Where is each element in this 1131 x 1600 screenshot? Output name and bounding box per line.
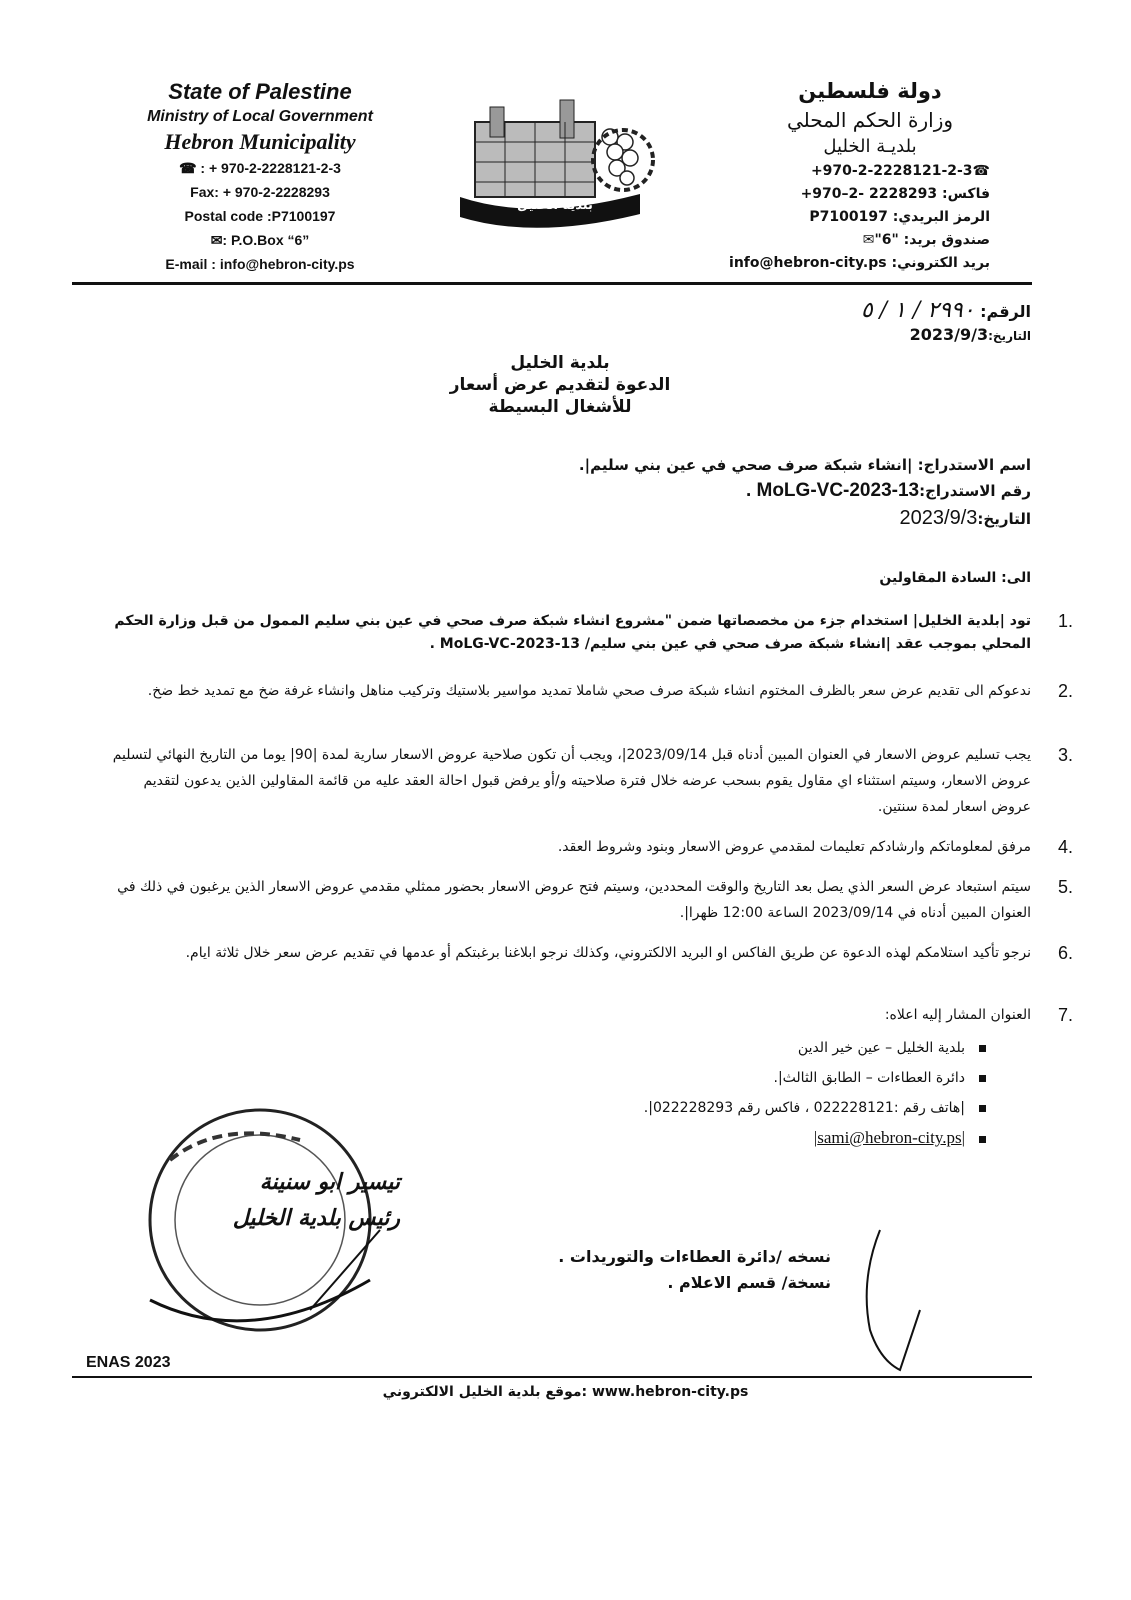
municipality-name-ar: بلديـة الخليل	[823, 136, 917, 157]
prepared-by-initials: ENAS 2023	[86, 1354, 171, 1371]
header-english	[110, 78, 410, 276]
procurement-number: رقم الاستدراج:MoLG-VC-2023-13 .	[745, 480, 1031, 501]
email-line-en: E-mail : info@hebron-city.ps	[165, 256, 355, 272]
municipality-logo	[455, 82, 655, 232]
postal-line-en: Postal code :P7100197	[184, 208, 336, 224]
bullet-icon	[979, 1105, 986, 1112]
procurement-date: التاريخ:2023/9/3	[899, 507, 1031, 529]
footer-website: موقع بلدية الخليل الالكتروني: www.hebron-city.ps	[382, 1384, 749, 1400]
document-title: بلدية الخليل الدعوة لتقديم عرض أسعار للأشغال البسيطة	[449, 353, 671, 417]
postal-line-ar: الرمز البريدي: P7100197	[809, 209, 990, 225]
address-bullet: |هاتف رقم :022228121 ، فاكس رقم 022228293|.	[286, 1094, 986, 1122]
email-line-ar: بريد الكتروني: info@hebron-city.ps	[729, 255, 990, 271]
phone-icon: ☎	[972, 163, 990, 179]
mayor-title: رئيس بلدية الخليل	[232, 1206, 400, 1231]
list-item: 2. ندعوكم الى تقديم عرض سعر بالظرف المختوم انشاء شبكة صرف صحي شاملا تمديد مواسير بلاستيك وتركيب مناهل وانشاء غرفة ضخ مع تمديد خط ضخ.	[147, 681, 1073, 701]
phone-icon: ☎	[179, 160, 197, 176]
list-item: 4. مرفق لمعلوماتكم وارشادكم تعليمات لمقدمي عروض الاسعار وبنود وشروط العقد.	[557, 837, 1073, 857]
state-name-en: State of Palestine	[168, 79, 352, 104]
header-arabic	[720, 76, 1020, 275]
list-item: 6. نرجو تأكيد استلامكم لهذه الدعوة عن طريق الفاكس او البريد الالكتروني، وكذلك نرجو ابلاغنا برغبتكم أو عدمها في تقديم عرض سعر خلال ثلاثة ايام.	[185, 943, 1073, 963]
list-item: 3. يجب تسليم عروض الاسعار في العنوان المبين أدناه قبل 2023/09/14|، ويجب أن تكون صلاحية عروض الاسعار سارية لمدة |90| يوما من التاريخ النهائي لتسليم عروض الاسعار، وسيتم استثناء اي مقاول يقوم بسحب عرضه خلال فترة صلاحيته و/أو يرفض قبول احالة العقد عليه من قائمة المقاولين الذين يدعون لتقديم عروض اسعار لمدة سنتين.	[112, 745, 1073, 815]
addressee: الى: السادة المقاولين	[879, 570, 1031, 586]
pobox-line-ar: صندوق بريد: "6"✉	[862, 232, 990, 248]
phone-line-ar: ☎+970-2-2228121-2-3	[810, 163, 990, 179]
email-link[interactable]: |sami@hebron-city.ps|	[813, 1128, 965, 1147]
address-bullet: بلدية الخليل – عين خير الدين	[286, 1034, 986, 1062]
ministry-name-en: Ministry of Local Government	[147, 108, 373, 125]
bullet-icon	[979, 1045, 986, 1052]
phone-line-en: ☎ : + 970-2-2228121-2-3	[179, 160, 341, 176]
copy-line: نسخة/ قسم الاعلام .	[667, 1273, 831, 1292]
footer-divider	[72, 1376, 1032, 1378]
mayor-name: تيسير ابو سنينة	[259, 1170, 400, 1195]
official-stamp	[110, 1100, 410, 1340]
list-item: 1. تود |بلدية الخليل| استخدام جزء من مخصصاتها ضمن "مشروع انشاء شبكة صرف صحي في عين بني سليم الممول من قبل وزارة الحكم المحلي بموجب عقد |انشاء شبكة صرف صحي في عين بني سليم/ MoLG-VC-2023-13 .	[114, 611, 1073, 652]
fax-line-en: Fax: + 970-2-2228293	[190, 184, 330, 200]
pobox-line-en: ✉: P.O.Box “6”	[210, 232, 310, 248]
procurement-info	[331, 452, 1031, 533]
copy-line: نسخه /دائرة العطاءات والتوريدات .	[558, 1247, 831, 1266]
envelope-icon: ✉	[210, 232, 223, 248]
list-item: 7. العنوان المشار إليه اعلاه:	[884, 1005, 1073, 1025]
bullet-icon	[979, 1075, 986, 1082]
fax-line-ar: فاكس: 2228293 -2–970+	[800, 186, 990, 202]
address-bullet: دائرة العطاءات – الطابق الثالث|.	[286, 1064, 986, 1092]
ministry-name-ar: وزارة الحكم المحلي	[786, 108, 954, 132]
handwritten-signature	[840, 1220, 930, 1380]
procurement-name: اسم الاستدراج: |انشاء شبكة صرف صحي في عين بني سليم|.	[578, 456, 1031, 474]
logo-caption: بلدية الخليل	[517, 198, 593, 213]
header-divider	[72, 282, 1032, 285]
list-item: 5. سيتم استبعاد عرض السعر الذي يصل بعد التاريخ والوقت المحددين، وسيتم فتح عروض الاسعار بحضور ممثلي مقدمي عروض الاسعار الذين يرغبون في ذلك في العنوان المبين أدناه في 2023/09/14 الساعة 12:00 ظهرا|.	[117, 877, 1073, 921]
reference-number: الرقم: ٢٩٩٠ / ١ / ٥	[860, 298, 1031, 323]
state-name-ar: دولة فلسطين	[798, 79, 942, 103]
envelope-icon: ✉	[862, 232, 875, 248]
bullet-icon	[979, 1136, 986, 1143]
reference-date: التاريخ:2023/9/3	[909, 325, 1031, 344]
municipality-name-en: Hebron Municipality	[164, 129, 356, 154]
copies-block	[431, 1244, 831, 1296]
reference-block	[731, 298, 1031, 344]
